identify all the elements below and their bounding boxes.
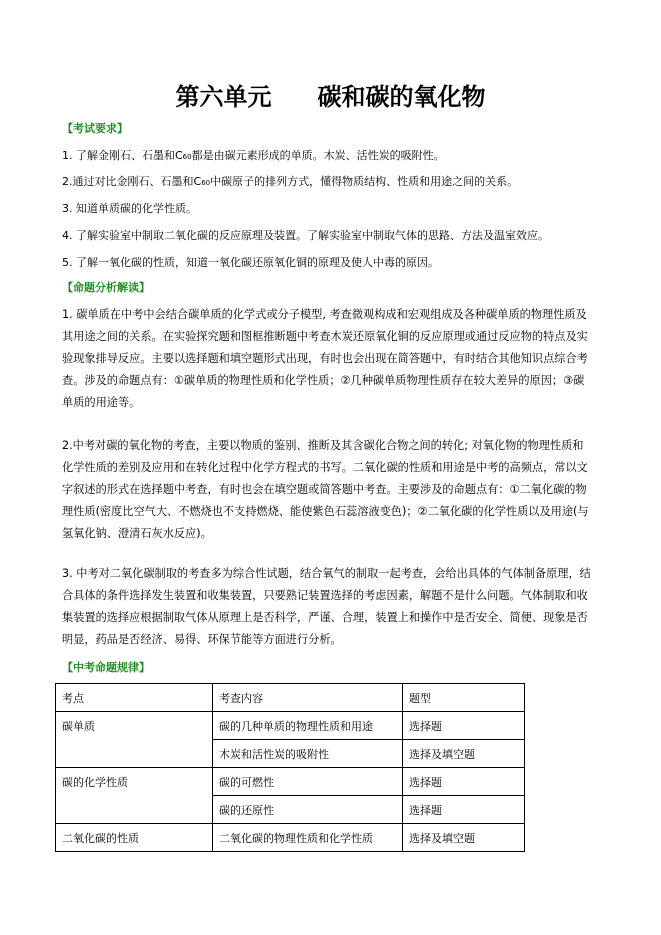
requirement-item: 4. 了解实验室中制取二氧化碳的反应原理及装置。了解实验室中制取气体的思路、方法及温室效应。 <box>62 229 549 242</box>
page-title <box>0 82 661 112</box>
exam-rules-table <box>55 683 525 852</box>
requirement-item: 5. 了解一氧化碳的性质，知道一氧化碳还原氧化铜的原理及使人中毒的原因。 <box>62 256 439 269</box>
table-cell-type: 选择题 <box>403 712 525 740</box>
table-cell-point: 二氧化碳的性质 <box>56 824 213 852</box>
requirement-item: 2.通过对比金刚石、石墨和C60中碳原子的排列方式，懂得物质结构、性质和用途之间的关系。 <box>62 175 519 188</box>
table-header-cell: 考查内容 <box>213 684 403 712</box>
table-cell-content: 碳的可燃性 <box>213 768 403 796</box>
section-heading-requirements: 【考试要求】 <box>62 122 128 135</box>
analysis-paragraph-3: 3. 中考对二氧化碳制取的考查多为综合性试题，结合氧气的制取一起考查，会给出具体的气体制备原理，结 合具体的条件选择发生装置和收集装置，只要熟记装置选择的考虑因素，解题不是什么问题。气体制取和收 集装置的选择应根据制取气体从原理上是否科学，严谨、合理，装置上和操作中是否安全、简便、现象是否 明显，药品是否经济、易得、环保节能等方面进行分析。 <box>62 567 591 646</box>
table-cell-content: 二氧化碳的物理性质和化学性质 <box>213 824 403 852</box>
table-cell-content: 木炭和活性炭的吸附性 <box>213 740 403 768</box>
table-row <box>56 768 525 796</box>
table-cell-content: 碳的还原性 <box>213 796 403 824</box>
table-cell-point: 碳单质 <box>56 712 213 768</box>
title-unit: 第六单元 <box>175 82 272 111</box>
table-row <box>56 824 525 852</box>
table-row <box>56 712 525 740</box>
table-cell-type: 选择题 <box>403 768 525 796</box>
table-cell-type: 选择题 <box>403 796 525 824</box>
table-header-cell: 考点 <box>56 684 213 712</box>
requirement-item: 1. 了解金刚石、石墨和C60都是由碳元素形成的单质。木炭、活性炭的吸附性。 <box>62 149 445 162</box>
table-header-row <box>56 684 525 712</box>
section-heading-rules: 【中考命题规律】 <box>62 661 150 674</box>
analysis-paragraph-1: 1. 碳单质在中考中会结合碳单质的化学式或分子模型, 考查微观构成和宏观组成及各种碳单质的物理性质及 其用途之间的关系。在实验探究题和图框推断题中考查木炭还原氧化铜的反应原理或通过反应物的特点及实 验现象排导反应。主要以选择题和填空题形式出现，有时也会出现在简答题中，有时结合其他知识点综合考 查。涉及的命题点有：①碳单质的物理性质和化学性质；②几种碳单质物理性质存在较大差异的原因；③碳 单质的用途等。 <box>62 308 588 409</box>
table-header-cell: 题型 <box>403 684 525 712</box>
title-topic: 碳和碳的氧化物 <box>317 82 486 111</box>
table-cell-type: 选择及填空题 <box>403 824 525 852</box>
table-cell-content: 碳的几种单质的物理性质和用途 <box>213 712 403 740</box>
table-cell-point: 碳的化学性质 <box>56 768 213 824</box>
requirement-item: 3. 知道单质碳的化学性质。 <box>62 202 197 215</box>
table-cell-type: 选择及填空题 <box>403 740 525 768</box>
section-heading-analysis: 【命题分析解读】 <box>62 281 150 294</box>
analysis-paragraph-2: 2.中考对碳的氧化物的考查，主要以物质的鉴别、推断及其含碳化合物之间的转化; 对氧化物的物理性质和 化学性质的差别及应用和在转化过程中化学方程式的书写。二氧化碳的性质和用途是中考的高频点，常以文 字叙述的形式在选择题中考查，有时也会在填空题或简答题中考查。主要涉及的命题点有：①二氧化碳的物 理性质(密度比空气大、不燃烧也不支持燃烧、能使紫色石蕊溶液变色)；②二氧化碳的化学性质以及用途(与 氢氧化钠、澄清石灰水反应)。 <box>62 439 589 540</box>
